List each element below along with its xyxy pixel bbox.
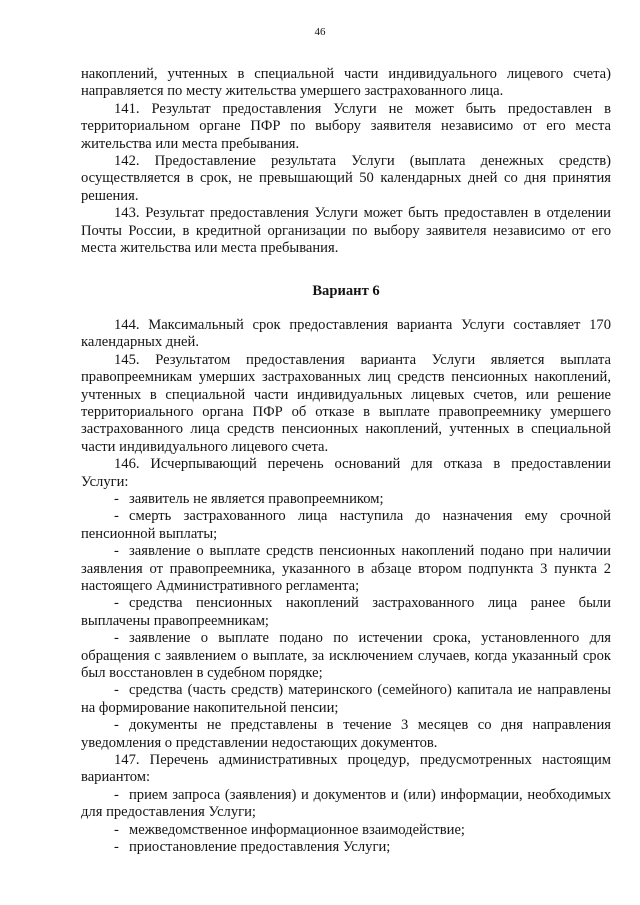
list-item-text: заявление о выплате подано по истечении срока, установленного для обращения с заявлением о выплате, за исключением случаев, когда указанный срок был восстановлен в судебном порядке; <box>81 630 611 681</box>
list-dash: - <box>114 717 119 734</box>
list-item-text: межведомственное информационное взаимодействие; <box>129 821 465 838</box>
list-item-text: средства пенсионных накоплений застрахованного лица ранее были выплачены правопреемникам; <box>81 595 611 629</box>
list-dash: - <box>114 508 119 525</box>
list-item-text: документы не представлены в течение 3 месяцев со дня направления уведомления о представлении недостающих документов. <box>81 717 611 751</box>
list-dash: - <box>114 630 119 647</box>
list-item <box>81 787 611 822</box>
list-item-text: смерть застрахованного лица наступила до назначения ему срочной пенсионной выплаты; <box>81 508 611 542</box>
paragraph-146: 146. Исчерпывающий перечень оснований для отказа в предоставлении Услуги: <box>81 456 611 490</box>
list-item-text: прием запроса (заявления) и документов и (или) информации, необходимых для предоставления Услуги; <box>81 786 611 821</box>
list-dash: - <box>114 490 119 507</box>
paragraph-142: 142. Предоставление результата Услуги (выплата денежных средств) осуществляется в срок, не превышающий 50 календарных дней со дня принятия решения. <box>81 153 611 204</box>
list-dash: - <box>114 595 119 612</box>
document-body <box>81 66 611 856</box>
list-item <box>81 508 611 543</box>
list-dash: - <box>114 839 119 856</box>
paragraph-147: 147. Перечень административных процедур, предусмотренных настоящим вариантом: <box>81 752 611 786</box>
list-item <box>81 839 611 856</box>
list-item <box>81 630 611 682</box>
list-item <box>81 682 611 717</box>
list-dash: - <box>114 543 119 560</box>
list-item <box>81 543 611 595</box>
list-dash: - <box>114 786 119 803</box>
list-item <box>81 491 611 508</box>
procedures-list <box>81 787 611 857</box>
list-item-text: заявитель не является правопреемником; <box>129 490 384 507</box>
paragraph-141: 141. Результат предоставления Услуги не может быть предоставлен в территориальном органе ПФР по выбору заявителя независимо от его места жительства или места пребывания. <box>81 100 611 152</box>
list-item-text: заявление о выплате средств пенсионных накоплений подано при наличии заявления от правопреемника, указанного в абзаце втором подпункта 3 пункта 2 настоящего Административного регламента; <box>81 543 611 594</box>
list-item <box>81 717 611 752</box>
paragraph-143: 143. Результат предоставления Услуги может быть предоставлен в отделении Почты России, в кредитной организации по выбору заявителя независимо от его места жительства или места пребывания. <box>81 205 611 257</box>
refusal-reasons-list <box>81 491 611 752</box>
paragraph-continuation: накоплений, учтенных в специальной части индивидуального лицевого счета) направляется по месту жительства умершего застрахованного лица. <box>81 66 611 100</box>
list-dash: - <box>114 821 119 838</box>
list-item <box>81 822 611 839</box>
list-item <box>81 595 611 630</box>
list-item-text: приостановление предоставления Услуги; <box>129 839 391 856</box>
list-dash: - <box>114 682 119 699</box>
page-number: 46 <box>314 26 326 38</box>
list-item-text: средства (часть средств) материнского (семейного) капитала ие направлены на формирование накопительной пенсии; <box>81 682 611 716</box>
paragraph-144: 144. Максимальный срок предоставления варианта Услуги составляет 170 календарных дней. <box>81 316 611 351</box>
paragraph-145: 145. Результатом предоставления варианта Услуги является выплата правопреемникам умерших застрахованных лиц средств пенсионных накоплений, учтенных в специальной части индивидуальных лицевых счетов, или решение территориального органа ПФР об отказе в выплате правопреемнику умершего застрахованного лица средств пенсионных накоплений, учтенных в специальной части индивидуального лицевого счета. <box>81 351 611 455</box>
section-heading: Вариант 6 <box>312 283 380 300</box>
